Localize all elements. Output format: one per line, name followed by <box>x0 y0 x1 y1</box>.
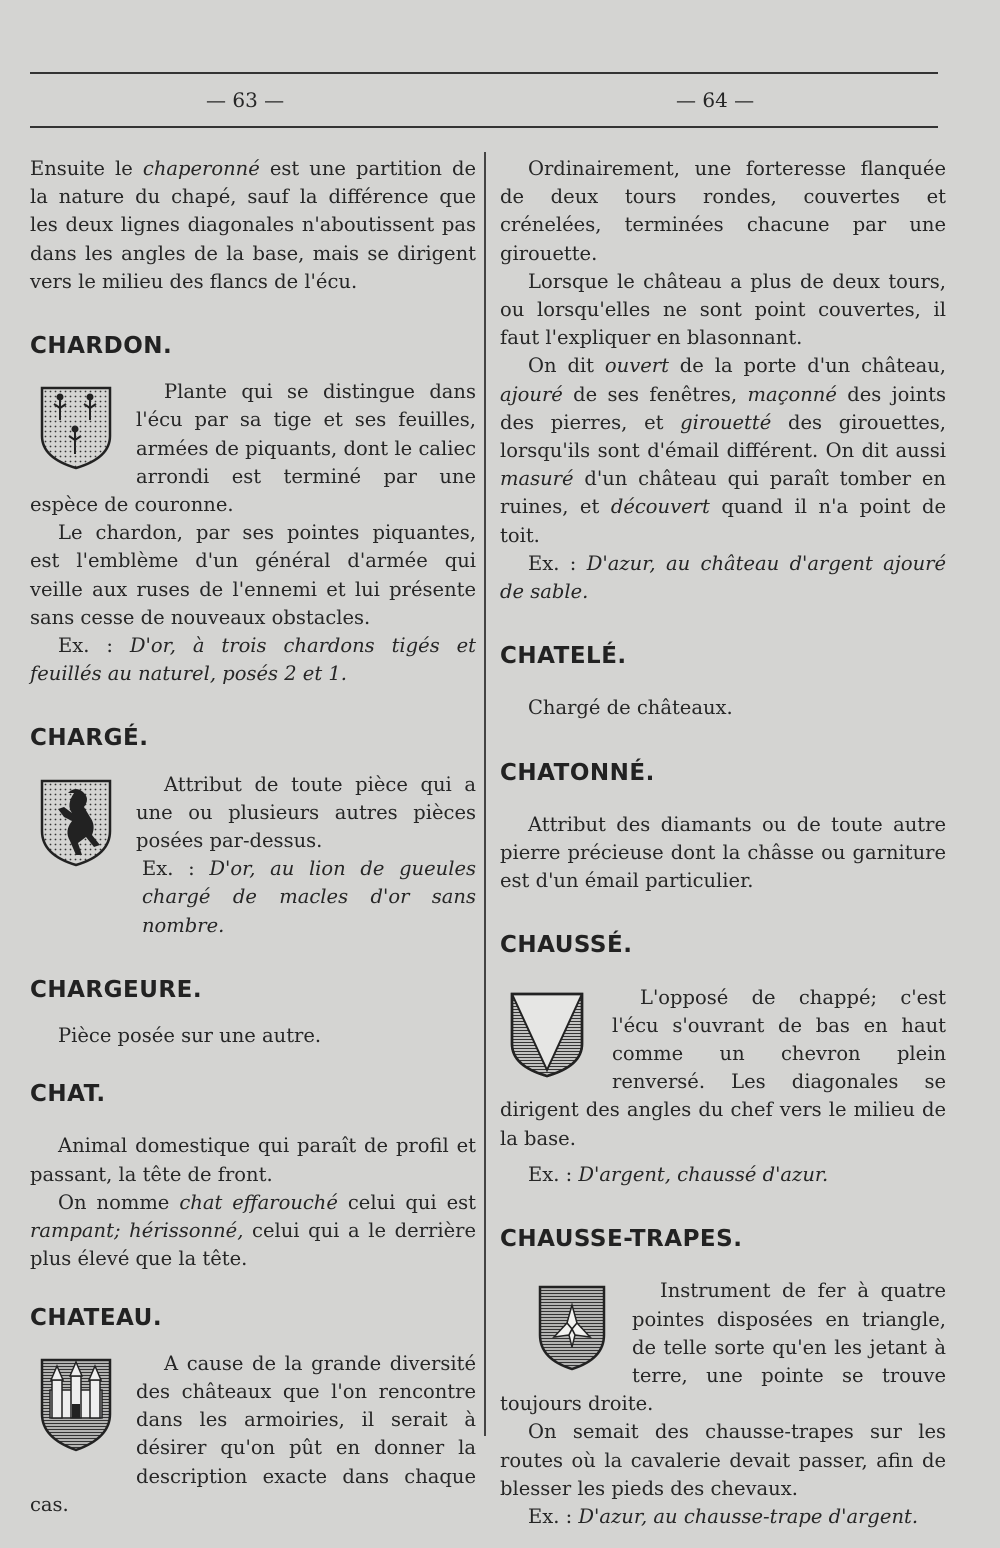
entry-title-chat: CHAT. <box>30 1081 106 1108</box>
page-number-right: — 64 — <box>676 88 755 112</box>
entry-charge <box>30 771 476 940</box>
thistle-shield-icon <box>26 378 130 478</box>
caltrop-shield-icon <box>496 1277 626 1389</box>
chateau-definition: A cause de la grande diversité des châteaux que l'on rencontre dans les armoiries, il serait à désirer qu'on pût en donner la description exacte dans chaque cas. <box>30 1351 476 1516</box>
entry-chausse-trapes <box>500 1277 946 1531</box>
entry-title-chateau: CHATEAU. <box>30 1304 163 1331</box>
entry-title-chatonne: CHATONNÉ. <box>500 759 655 786</box>
entry-title-chargeure: CHARGEURE. <box>30 976 203 1003</box>
chargeure-definition: Pièce posée sur une autre. <box>58 1024 322 1048</box>
chatele-definition: Chargé de châteaux. <box>528 696 733 720</box>
chateau-terms: On dit ouvert de la porte d'un château, ajouré de ses fenêtres, maçonné des joints des pierres, et girouetté des girouettes, lorsqu'ils sont d'émail différent. On dit aussi masuré d'un château qui paraît tomber en ruines, et découvert quand il n'a point de toit. <box>500 354 947 547</box>
entry-title-chardon: CHARDON. <box>30 333 173 360</box>
lion-shield-icon <box>26 771 130 883</box>
chardon-definition: Plante qui se distingue dans l'écu par sa tige et ses feuilles, armées de piquants, dont le caliec arrondi est terminé par une espèce de couronne. <box>30 380 476 517</box>
entry-title-chatele: CHATELÉ. <box>500 643 627 670</box>
chateau-ordinary: Ordinairement, une forteresse flanquée de deux tours rondes, couvertes et crénelées, terminées chacune par une girouette. <box>500 157 946 265</box>
header-rule <box>30 126 938 128</box>
chausse-example: Ex. : D'argent, chaussé d'azur. <box>528 1162 829 1186</box>
chausse-definition: L'opposé de chappé; c'est l'écu s'ouvrant de bas en haut comme un chevron plein renversé. Les diagonales se dirigent des angles du chef vers le milieu de la base. <box>500 985 946 1150</box>
chardon-emblem: Le chardon, par ses pointes piquantes, est l'emblème d'un général d'armée qui veille aux ruses de l'ennemi et lui présente sans cesse de nouveaux obstacles. <box>30 521 476 629</box>
entry-chateau <box>30 1350 476 1519</box>
left-column <box>30 155 476 1519</box>
chatonne-definition: Attribut des diamants ou de toute autre pierre précieuse dont la châsse ou garniture est d'un émail particulier. <box>500 812 946 893</box>
entry-chardon <box>30 378 476 688</box>
chausse-trapes-definition: Instrument de fer à quatre pointes disposées en triangle, de telle sorte qu'en les jetant à terre, une pointe se trouve toujours droite. <box>500 1279 946 1416</box>
entry-chausse <box>500 984 946 1189</box>
entry-title-chausse: CHAUSSÉ. <box>500 932 633 959</box>
column-divider <box>484 152 486 1436</box>
chaperonne-paragraph: Ensuite le chaperonné est une partition de la nature du chapé, sauf la différence que les deux lignes diagonales n'aboutissent pas dans les angles de la base, mais se dirigent vers le milieu des flancs de l'écu. <box>30 157 476 293</box>
charge-definition: Attribut de toute pièce qui a une ou plusieurs autres pièces posées par-dessus. <box>136 772 476 853</box>
chat-variants: On nomme chat effarouché celui qui est rampant; hérissonné, celui qui a le derrière plus élevé que la tête. <box>30 1190 477 1271</box>
chat-definition: Animal domestique qui paraît de profil et passant, la tête de front. <box>30 1134 476 1186</box>
castle-shield-icon <box>26 1350 130 1468</box>
chausse-trapes-example: Ex. : D'azur, au chausse-trape d'argent. <box>528 1504 919 1528</box>
chardon-example: Ex. : D'or, à trois chardons tigés et feuillés au naturel, posés 2 et 1. <box>30 634 476 686</box>
charge-example: Ex. : D'or, au lion de gueules chargé de macles d'or sans nombre. <box>142 857 476 937</box>
chateau-example: Ex. : D'azur, au château d'argent ajouré de sable. <box>500 551 946 604</box>
chausse-trapes-usage: On semait des chausse-trapes sur les routes où la cavalerie devait passer, afin de blesser les pieds des chevaux. <box>500 1420 946 1500</box>
term-chaperonne: chaperonné <box>142 157 260 180</box>
right-column <box>500 155 946 1531</box>
page-number-left: — 63 — <box>206 88 285 112</box>
top-rule <box>30 72 938 74</box>
entry-title-chausse-trapes: CHAUSSE-TRAPES. <box>500 1226 743 1253</box>
chausse-shield-icon <box>496 984 606 1084</box>
chateau-towers: Lorsque le château a plus de deux tours, ou lorsqu'elles ne sont point couvertes, il faut l'expliquer en blasonnant. <box>500 269 946 350</box>
entry-title-charge: CHARGÉ. <box>30 725 149 752</box>
